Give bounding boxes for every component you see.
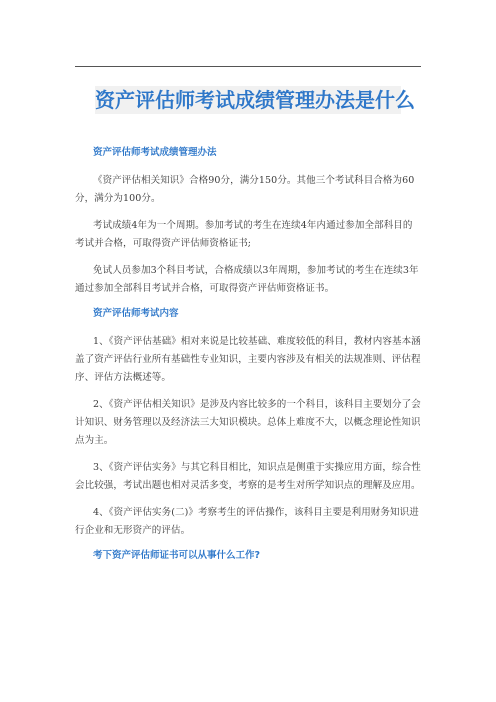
section-heading-score-rules: 资产评估师考试成绩管理办法 bbox=[93, 147, 217, 158]
paragraph: 免试人员参加3个科目考试，合格成绩以3年周期，参加考试的考生在连续3年通过参加全部科目考试并合格，可取得资产评估师资格证书。 bbox=[75, 265, 419, 294]
section-heading-career: 考下资产评估师证书可以从事什么工作? bbox=[93, 550, 261, 561]
paragraph: 3、《资产评估实务》与其它科目相比，知识点是侧重于实操应用方面，综合性会比较强，考试出题也相对灵活多变，考察的是考生对所学知识点的理解及应用。 bbox=[75, 462, 421, 491]
document-body bbox=[75, 146, 421, 563]
paragraph: 考试成绩4年为一个周期。参加考试的考生在连续4年内通过参加全部科目的考试并合格，可取得资产评估师资格证书; bbox=[75, 220, 413, 249]
section-heading-exam-content: 资产评估师考试内容 bbox=[93, 308, 179, 319]
page-title: 资产评估师考试成绩管理办法是什么 bbox=[95, 88, 415, 112]
paragraph: 2、《资产评估相关知识》是涉及内容比较多的一个科目，该科目主要划分了会计知识、财务管理以及经济法三大知识模块。总体上难度不大，以概念理论性知识点为主。 bbox=[75, 399, 421, 446]
paragraph: 《资产评估相关知识》合格90分，满分150分。其他三个考试科目合格为60分，满分为100分。 bbox=[75, 175, 415, 204]
paragraph: 4、《资产评估实务(二)》考察考生的评估操作，该科目主要是利用财务知识进行企业和无形资产的评估。 bbox=[75, 507, 419, 536]
paragraph: 1、《资产评估基础》相对来说是比较基础、难度较低的科目，教材内容基本涵盖了资产评估行业所有基础性专业知识，主要内容涉及有相关的法规准则、评估程序、评估方法概述等。 bbox=[75, 336, 421, 383]
top-divider bbox=[75, 66, 421, 67]
